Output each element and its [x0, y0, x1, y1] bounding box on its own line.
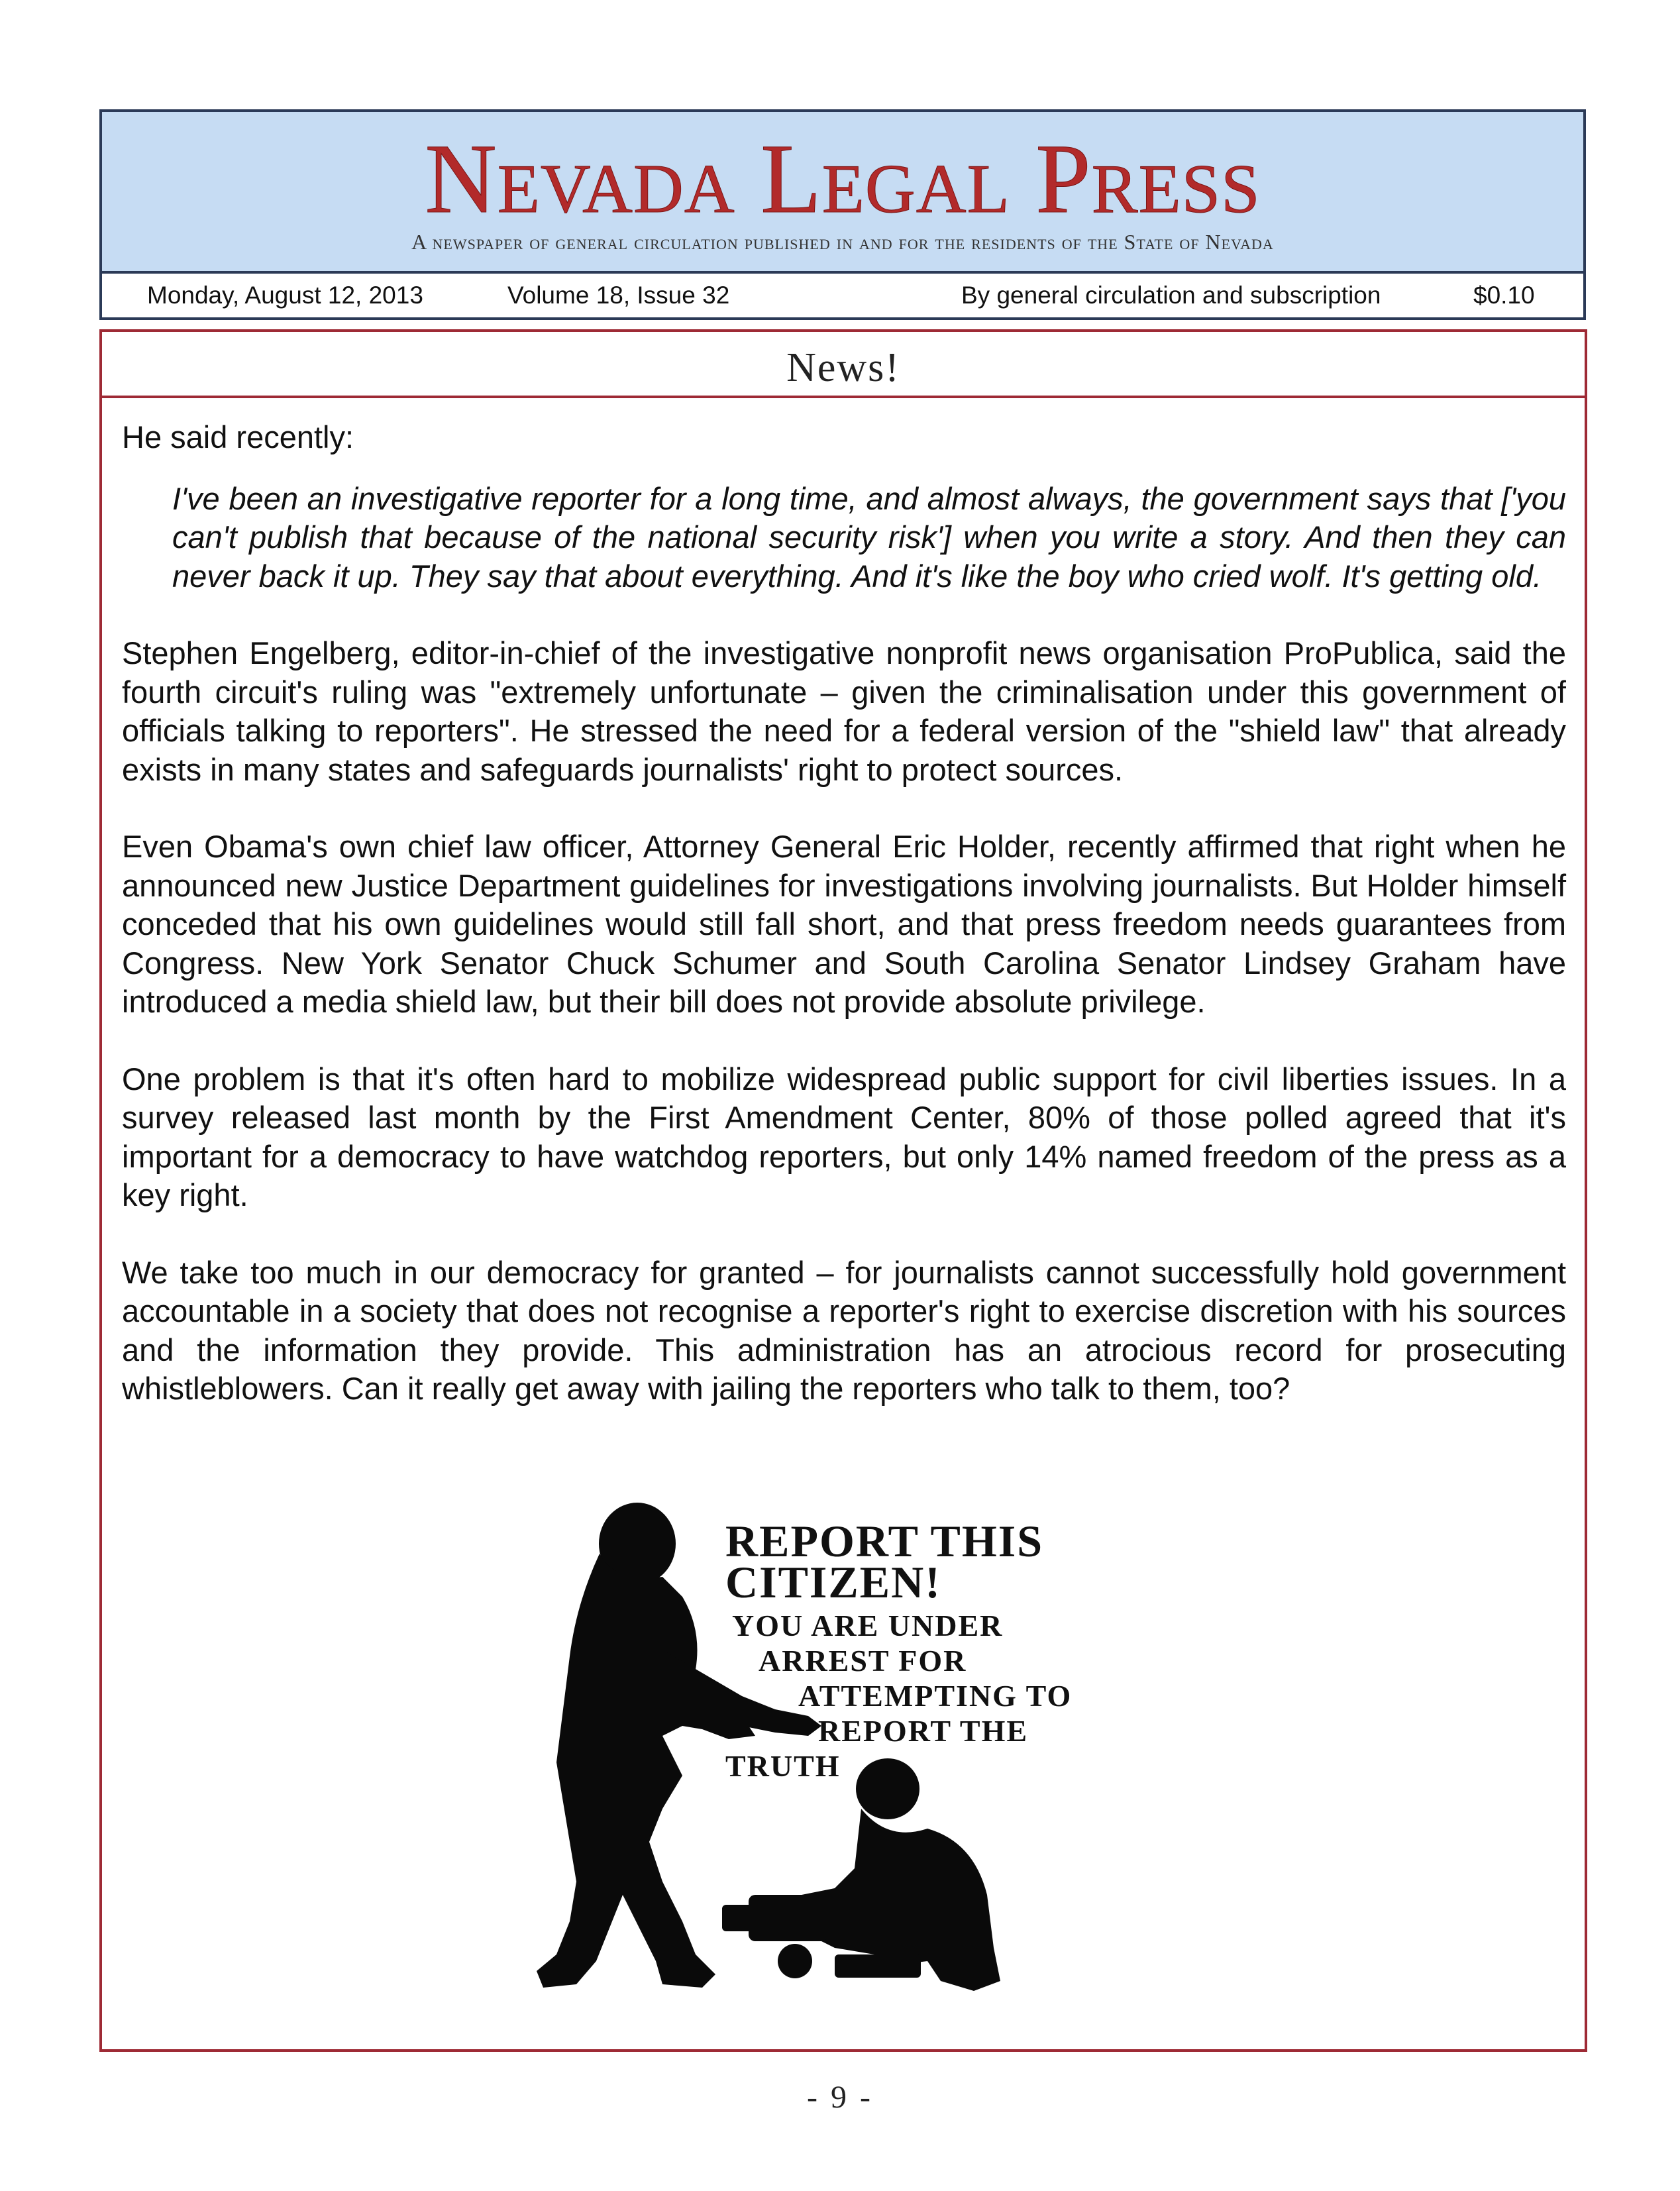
issue-info-bar: [99, 274, 1586, 320]
issue-volume: Volume 18, Issue 32: [507, 282, 730, 309]
page-number: - 9 -: [807, 2080, 873, 2115]
poster-line: ATTEMPTING TO: [798, 1679, 1073, 1713]
article-paragraph: We take too much in our democracy for granted – for journalists cannot successfully hold government accountable in a society that does not recognise a reporter's right to exercise discretion with his sources and the information they provide. This administration has an atrocious record for prosecuting whistleblowers. Can it really get away with jailing the reporters who talk to them, too?: [122, 1254, 1566, 1406]
masthead: [99, 109, 1586, 274]
article-body: [122, 418, 1566, 1409]
newspaper-tagline: A newspaper of general circulation published in and for the residents of the State of Nevada: [411, 230, 1274, 254]
poster-line: REPORT THIS: [725, 1516, 1044, 1566]
issue-date: Monday, August 12, 2013: [147, 282, 423, 309]
poster-line: CITIZEN!: [725, 1557, 941, 1607]
section-header: [102, 332, 1585, 398]
newspaper-title: Nevada Legal Press: [425, 124, 1261, 234]
article-paragraph: One problem is that it's often hard to mobilize widespread public support for civil liberties issues. In a survey released last month by the First Amendment Center, 80% of those polled agreed that it's important for a democracy to have watchdog reporters, but only 14% named freedom of the press as a key right.: [122, 1061, 1566, 1212]
issue-price: $0.10: [1473, 282, 1535, 309]
protest-poster-illustration: [464, 1497, 1159, 2047]
article-intro: He said recently:: [122, 419, 354, 454]
article-paragraph: Stephen Engelberg, editor-in-chief of the investigative nonprofit news organisation ProPublica, said the fourth circuit's ruling was "extremely unfortunate – given the criminalisation under this government of officials talking to reporters". He stressed the need for a federal version of the "shield law" that already exists in many states and safeguards journalists' right to protect sources.: [122, 635, 1566, 787]
poster-line: TRUTH: [725, 1749, 841, 1783]
issue-circulation: By general circulation and subscription: [961, 282, 1381, 309]
article-quote: I've been an investigative reporter for a long time, and almost always, the government says that ['you can't publish that because of the national security risk'] when you write a story. And then they can never back it up. They say that about everything. And it's like the boy who cried wolf. It's getting old.: [172, 480, 1566, 594]
poster-line: ARREST FOR: [759, 1644, 967, 1678]
section-title: News!: [786, 345, 900, 390]
poster-text: [725, 1516, 1073, 1784]
poster-line: REPORT THE: [818, 1714, 1029, 1748]
poster-line: YOU ARE UNDER: [732, 1609, 1004, 1642]
article-paragraph: Even Obama's own chief law officer, Attorney General Eric Holder, recently affirmed that right when he announced new Justice Department guidelines for investigations involving journalists. But Holder himself conceded that his own guidelines would still fall short, and that press freedom needs guarantees from Congress. New York Senator Chuck Schumer and South Carolina Senator Lindsey Graham have introduced a media shield law, but their bill does not provide absolute privilege.: [122, 829, 1566, 1019]
